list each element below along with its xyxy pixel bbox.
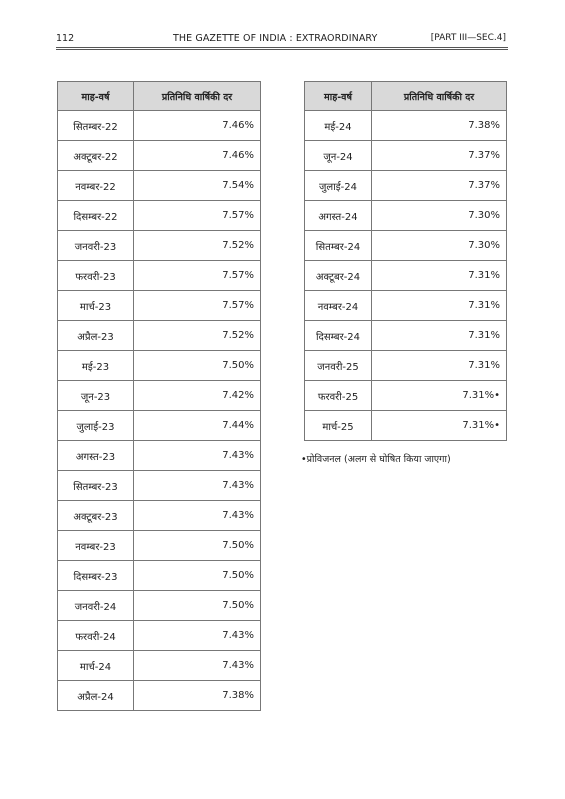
rate-cell: 7.31% — [372, 291, 507, 321]
table-row — [58, 171, 261, 201]
rate-cell: 7.42% — [134, 381, 261, 411]
header-rule — [56, 47, 508, 48]
rate-header: प्रतिनिधि वार्षिकी दर — [372, 82, 507, 111]
rate-cell: 7.57% — [134, 201, 261, 231]
month-cell: सितम्बर-22 — [58, 111, 134, 141]
table-row — [58, 471, 261, 501]
page-number: 112 — [56, 33, 75, 44]
month-cell: जुलाई-23 — [58, 411, 134, 441]
table-row — [58, 261, 261, 291]
table-row — [305, 381, 507, 411]
month-cell: जनवरी-24 — [58, 591, 134, 621]
table-row — [305, 351, 507, 381]
rate-cell: 7.44% — [134, 411, 261, 441]
table-row — [58, 561, 261, 591]
rate-header: प्रतिनिधि वार्षिकी दर — [134, 82, 261, 111]
month-cell: जून-23 — [58, 381, 134, 411]
month-cell: दिसम्बर-22 — [58, 201, 134, 231]
rate-cell: 7.50% — [134, 351, 261, 381]
table-row — [305, 171, 507, 201]
rate-cell: 7.43% — [134, 501, 261, 531]
table-row — [58, 531, 261, 561]
rates-table-right — [304, 81, 507, 441]
table-row — [58, 291, 261, 321]
table-row — [305, 291, 507, 321]
month-cell: नवम्बर-23 — [58, 531, 134, 561]
rate-cell: 7.38% — [372, 111, 507, 141]
month-cell: अगस्त-23 — [58, 441, 134, 471]
rate-cell: 7.57% — [134, 261, 261, 291]
month-cell: फरवरी-24 — [58, 621, 134, 651]
rate-cell: 7.31%• — [372, 381, 507, 411]
rate-cell: 7.50% — [134, 561, 261, 591]
table-row — [305, 141, 507, 171]
month-cell: मार्च-24 — [58, 651, 134, 681]
month-cell: अक्टूबर-22 — [58, 141, 134, 171]
month-cell: मई-23 — [58, 351, 134, 381]
rate-cell: 7.46% — [134, 111, 261, 141]
rate-cell: 7.37% — [372, 171, 507, 201]
month-cell: जनवरी-25 — [305, 351, 372, 381]
month-cell: मार्च-25 — [305, 411, 372, 441]
month-cell: नवम्बर-24 — [305, 291, 372, 321]
table-row — [58, 411, 261, 441]
month-year-header: माह-वर्ष — [58, 82, 134, 111]
rate-cell: 7.50% — [134, 531, 261, 561]
month-cell: मई-24 — [305, 111, 372, 141]
month-cell: फरवरी-25 — [305, 381, 372, 411]
rate-cell: 7.46% — [134, 141, 261, 171]
month-cell: अक्टूबर-23 — [58, 501, 134, 531]
table-row — [58, 201, 261, 231]
rate-cell: 7.43% — [134, 621, 261, 651]
rate-cell: 7.38% — [134, 681, 261, 711]
rate-cell: 7.31% — [372, 321, 507, 351]
rate-cell: 7.43% — [134, 471, 261, 501]
rate-cell: 7.43% — [134, 441, 261, 471]
month-cell: अप्रैल-24 — [58, 681, 134, 711]
table-row — [58, 621, 261, 651]
rate-cell: 7.31% — [372, 351, 507, 381]
table-row — [305, 411, 507, 441]
part-section: [PART III—SEC.4] — [430, 33, 506, 43]
month-cell: नवम्बर-22 — [58, 171, 134, 201]
table-row — [305, 231, 507, 261]
table-row — [58, 231, 261, 261]
table-header-row — [58, 82, 261, 111]
table-row — [58, 381, 261, 411]
rate-cell: 7.31% — [372, 261, 507, 291]
table-row — [58, 111, 261, 141]
rate-cell: 7.52% — [134, 321, 261, 351]
table-row — [58, 351, 261, 381]
table-row — [305, 201, 507, 231]
rate-cell: 7.57% — [134, 291, 261, 321]
page-header — [56, 33, 506, 47]
table-row — [58, 681, 261, 711]
table-row — [305, 321, 507, 351]
month-cell: जून-24 — [305, 141, 372, 171]
header-rule-double — [56, 49, 508, 50]
table-row — [58, 591, 261, 621]
table-row — [305, 261, 507, 291]
table-row — [305, 111, 507, 141]
month-cell: दिसम्बर-24 — [305, 321, 372, 351]
gazette-title: THE GAZETTE OF INDIA : EXTRAORDINARY — [173, 33, 378, 44]
month-cell: दिसम्बर-23 — [58, 561, 134, 591]
rate-cell: 7.52% — [134, 231, 261, 261]
month-year-header: माह-वर्ष — [305, 82, 372, 111]
table-row — [58, 501, 261, 531]
table-row — [58, 321, 261, 351]
table-row — [58, 141, 261, 171]
rate-cell: 7.50% — [134, 591, 261, 621]
rate-cell: 7.43% — [134, 651, 261, 681]
table-row — [58, 441, 261, 471]
rate-cell: 7.54% — [134, 171, 261, 201]
provisional-footnote: •प्रोविजनल (अलग से घोषित किया जाएगा) — [301, 454, 451, 465]
rates-table-left — [57, 81, 261, 711]
rate-cell: 7.30% — [372, 231, 507, 261]
month-cell: अक्टूबर-24 — [305, 261, 372, 291]
month-cell: सितम्बर-24 — [305, 231, 372, 261]
table-row — [58, 651, 261, 681]
month-cell: फरवरी-23 — [58, 261, 134, 291]
rate-cell: 7.31%• — [372, 411, 507, 441]
table-header-row — [305, 82, 507, 111]
month-cell: अप्रैल-23 — [58, 321, 134, 351]
month-cell: अगस्त-24 — [305, 201, 372, 231]
rate-cell: 7.30% — [372, 201, 507, 231]
month-cell: जनवरी-23 — [58, 231, 134, 261]
month-cell: जुलाई-24 — [305, 171, 372, 201]
rate-cell: 7.37% — [372, 141, 507, 171]
month-cell: मार्च-23 — [58, 291, 134, 321]
month-cell: सितम्बर-23 — [58, 471, 134, 501]
